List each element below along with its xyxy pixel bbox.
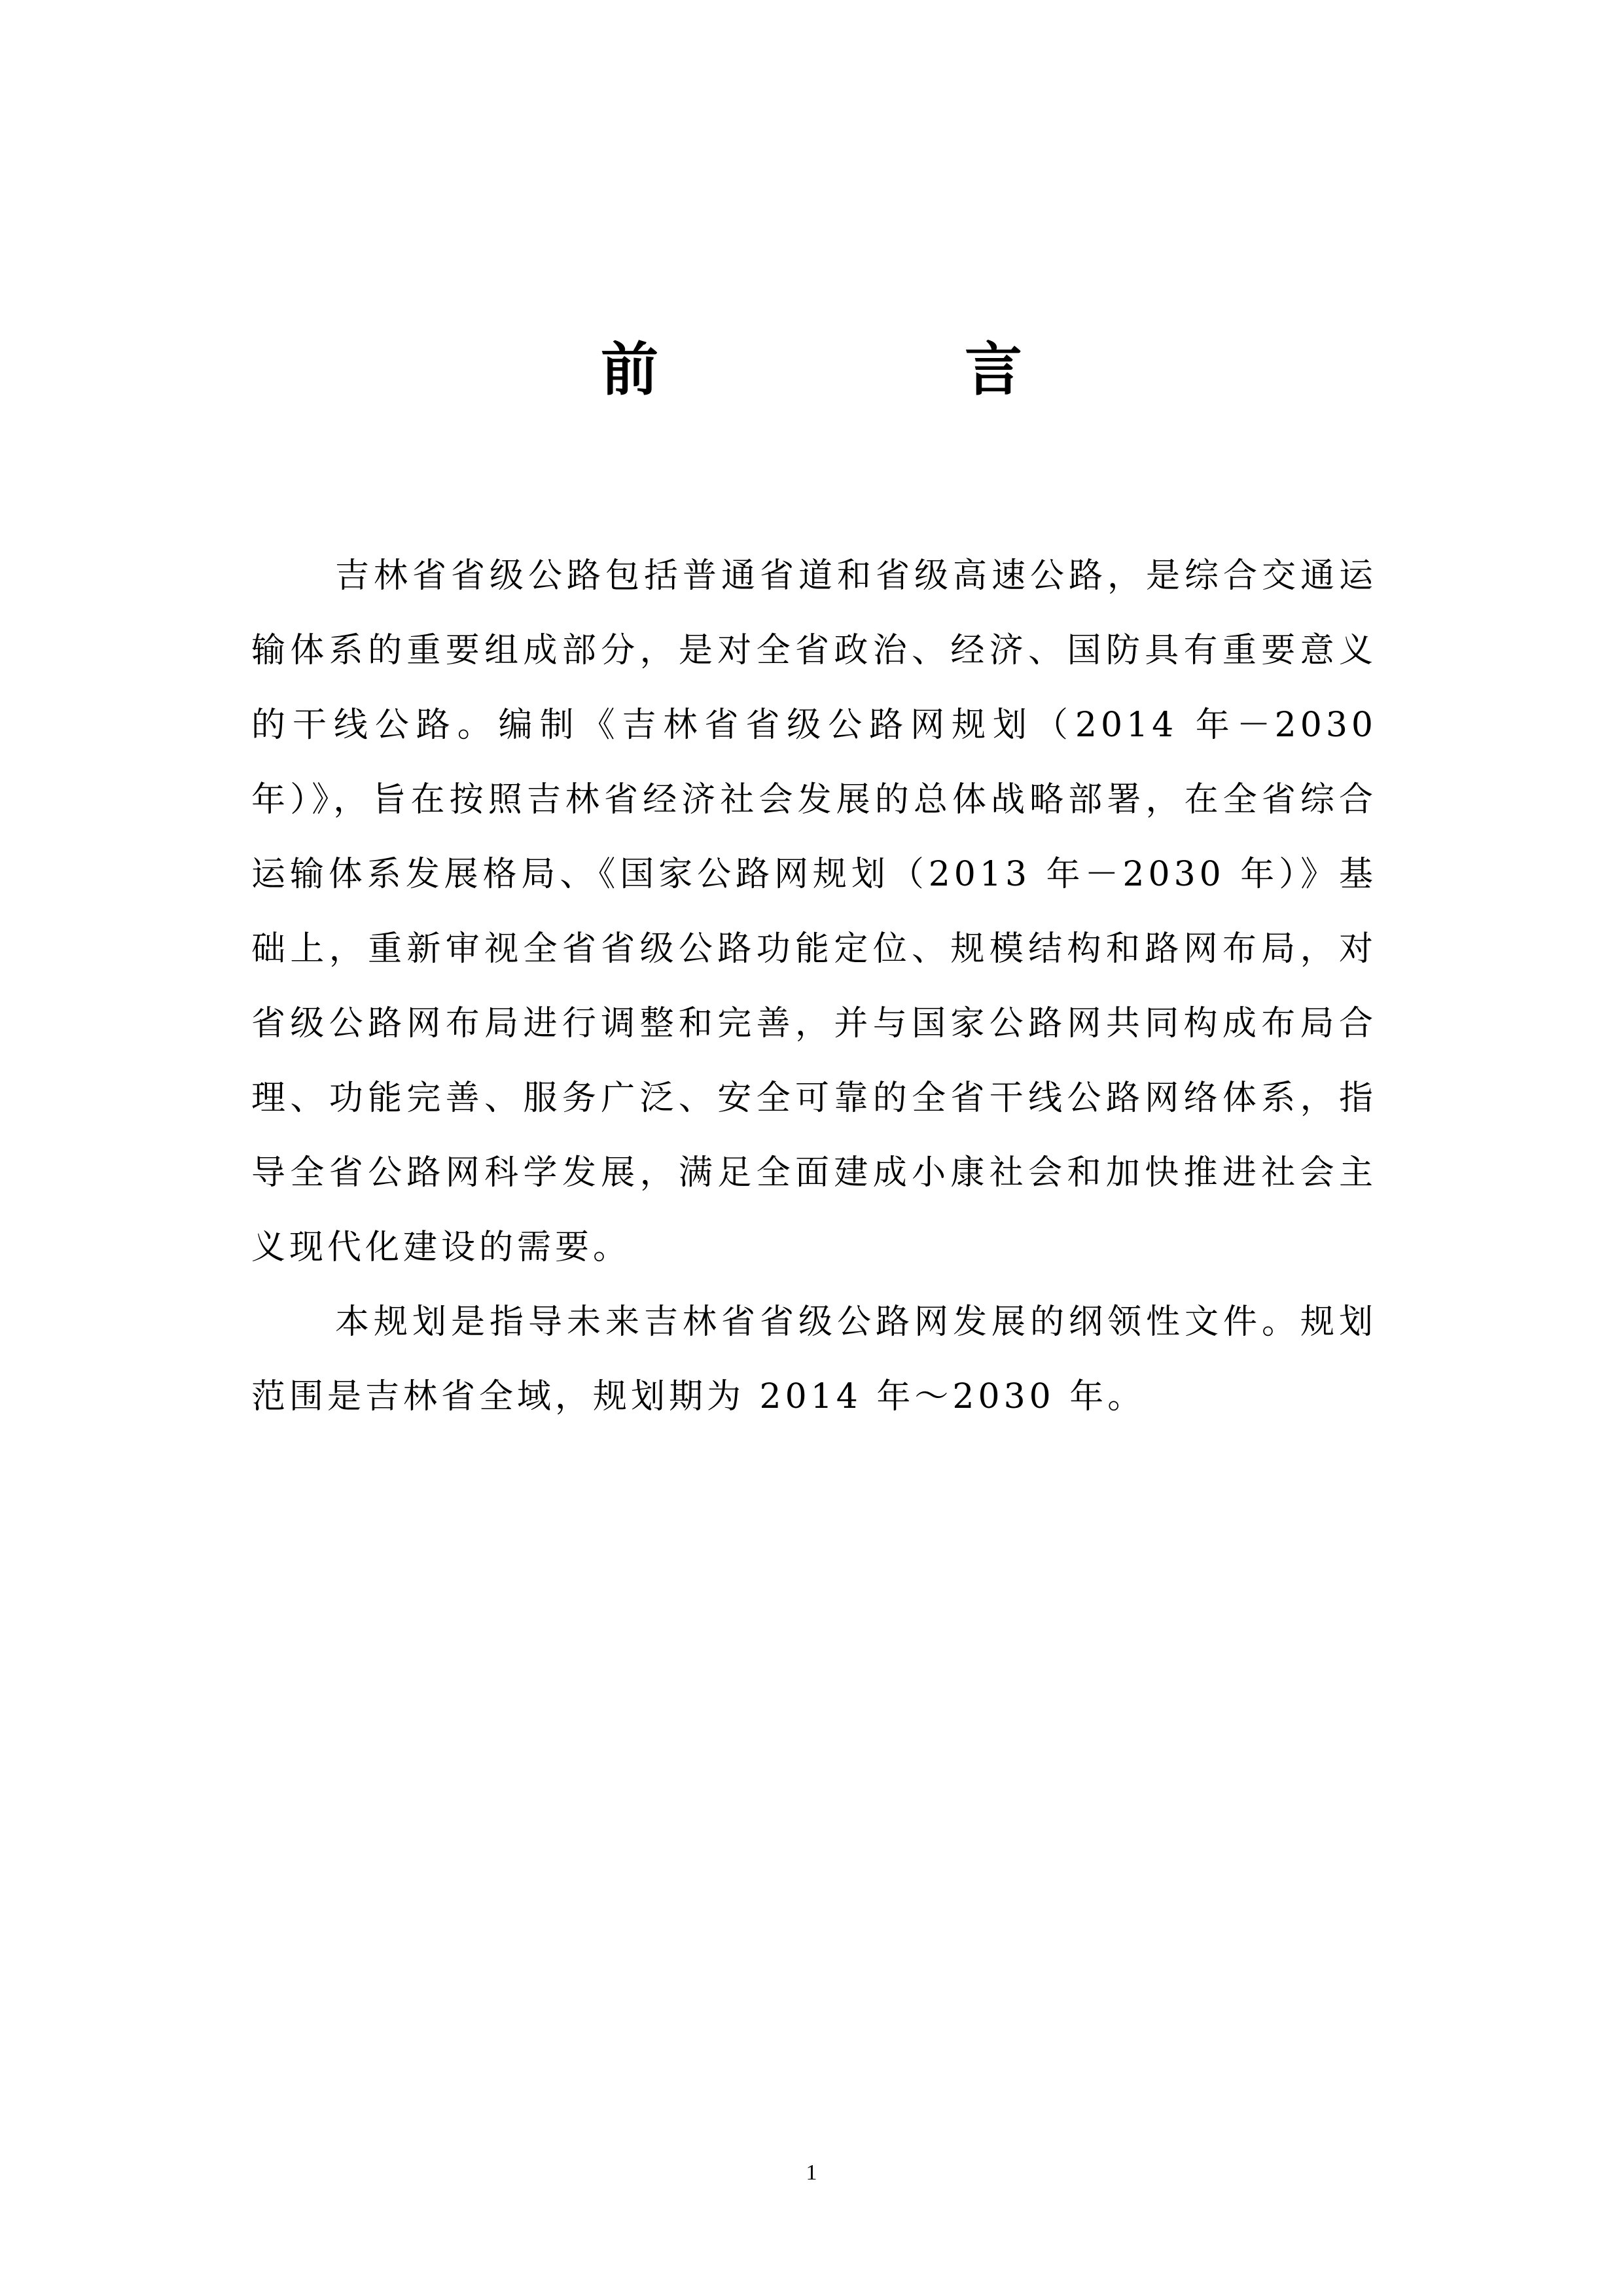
- document-body: [251, 539, 1377, 1434]
- paragraph-1: 吉林省省级公路包括普通省道和省级高速公路，是综合交通运输体系的重要组成部分，是对全省政治、经济、国防具有重要意义的干线公路。编制《吉林省省级公路网规划（2014 年－2030 年）》，旨在按照吉林省经济社会发展的总体战略部署，在全省综合运输体系发展格局、《国家公路网规划（2013 年－2030 年）》基础上，重新审视全省省级公路功能定位、规模结构和路网布局，对省级公路网布局进行调整和完善，并与国家公路网共同构成布局合理、功能完善、服务广泛、安全可靠的全省干线公路网络体系，指导全省公路网科学发展，满足全面建成小康社会和加快推进社会主义现代化建设的需要。: [251, 556, 1377, 1267]
- page-number: 1: [806, 2161, 817, 2185]
- paragraph-2: 本规划是指导未来吉林省省级公路网发展的纲领性文件。规划范围是吉林省全域，规划期为 2014 年～2030 年。: [251, 1302, 1377, 1416]
- page-title: 前 言: [600, 336, 1147, 403]
